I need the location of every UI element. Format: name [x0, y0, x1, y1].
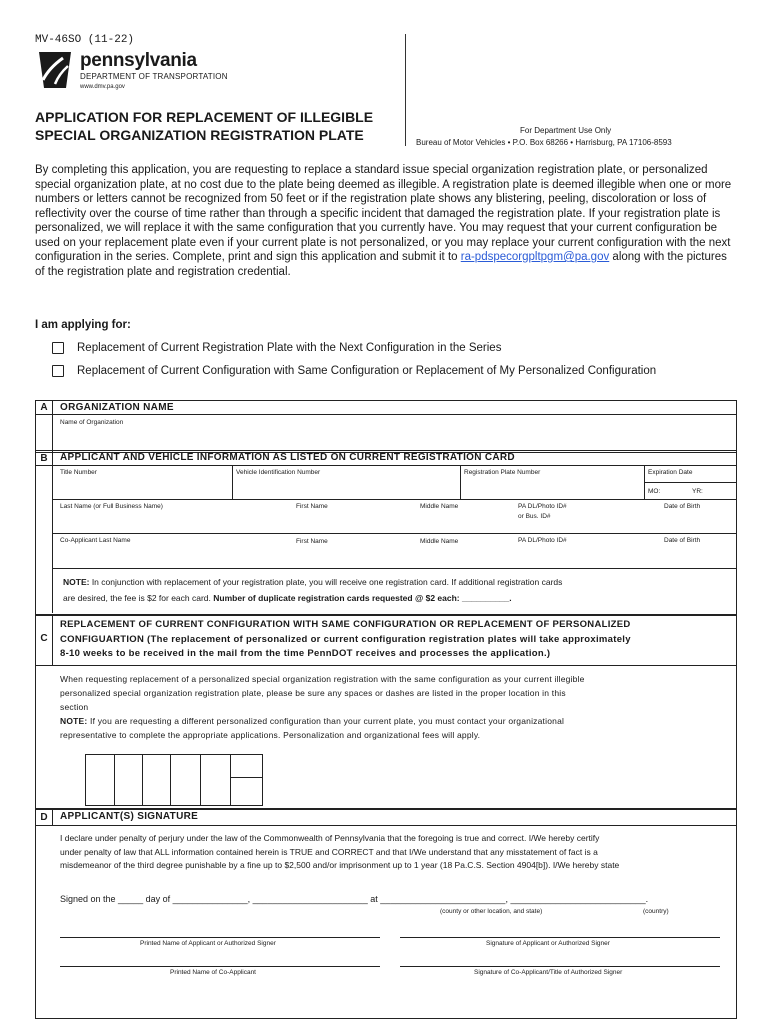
email-link[interactable]: ra-pdspecorgpltpgm@pa.gov — [460, 251, 610, 263]
website-url: www.dmv.pa.gov — [80, 84, 125, 90]
section-c-note-line2: representative to complete the appropriate applications. Personalization and organizational fees will apply. — [60, 730, 481, 740]
section-c-note-label: NOTE: — [60, 716, 88, 726]
declaration-line1: I declare under penalty of perjury under the law of the Commonwealth of Pennsylvania that the foregoing is true and correct. I/We hereby certify — [60, 833, 600, 843]
plate-number-label: Registration Plate Number — [464, 469, 541, 476]
co-applicant-last-name-input[interactable] — [56, 548, 286, 566]
intro-text: By completing this application, you are requesting to replace a standard issue special organization registration plate, or personalized special organization plate, at no cost due to the plate being deemed as illegible. A registration plate is deemed illegible when one or more numbers or letters cannot be recognized from 50 feet or if the registration plate shows any blistering, peeling, discoloration or loss of reflectivity over the course of time rather than through a specific incident that damaged the registration plate. If your registration plate is personalized, we will replace it with the same configuration that you currently have. You may request that your current configuration be used on your replacement plate even if your current plate is not personalized, or you may replace your current configuration with the next configuration in the series. Complete, print and sign this application and submit it to — [35, 164, 732, 263]
section-b-letter: B — [40, 453, 48, 464]
section-c-letter-divider — [52, 615, 53, 666]
department-use-label: For Department Use Only — [520, 126, 612, 135]
option-same-configuration[interactable] — [52, 365, 656, 377]
section-c-body-line2: personalized special organization registration plate, please be sure any spaces or dashes are listed in the proper location in this — [60, 688, 566, 698]
brand-name: pennsylvania — [80, 50, 197, 71]
row1-divider-2 — [460, 465, 461, 499]
config-cell-4[interactable] — [170, 755, 200, 805]
printed-applicant-label: Printed Name of Applicant or Authorized Signer — [140, 940, 276, 947]
duplicate-cards-field[interactable]: Number of duplicate registration cards requested @ $2 each: __________. — [213, 593, 512, 603]
year-label: YR: — [692, 488, 703, 495]
vin-label: Vehicle Identification Number — [236, 469, 321, 476]
form-number: MV-46SO (11-22) — [35, 34, 135, 46]
section-c-title-line2: CONFIGUARTION (The replacement of personalized or current configuration registration plates will take approximately — [60, 633, 631, 645]
section-b-note-line2 — [63, 593, 512, 603]
section-b-title: APPLICANT AND VEHICLE INFORMATION AS LISTED ON CURRENT REGISTRATION CARD — [60, 452, 515, 463]
section-c-body-line3: section — [60, 702, 89, 712]
co-pa-dl-label: PA DL/Photo ID# — [518, 537, 567, 544]
option-next-configuration-label: Replacement of Current Registration Plate with the Next Configuration in the Series — [77, 342, 502, 354]
co-first-name-label: First Name — [296, 538, 328, 545]
county-label: (county or other location, and state) — [440, 908, 543, 915]
page-title — [35, 108, 405, 144]
config-cell-3[interactable] — [142, 755, 170, 805]
co-middle-name-label: Middle Name — [420, 538, 459, 545]
section-d-title: APPLICANT(S) SIGNATURE — [60, 811, 199, 822]
section-d-letter-divider — [52, 809, 53, 825]
expiration-label: Expiration Date — [648, 469, 693, 476]
note-text-2: are desired, the fee is $2 for each card. — [63, 593, 214, 603]
signed-on-line[interactable]: Signed on the _____ day of _______________, _______________________ at _________________________, ___________________________. — [60, 894, 649, 904]
section-c-body-line1: When requesting replacement of a personalized special organization registration with the same configuration as your current illegible — [60, 674, 585, 684]
section-a-title: ORGANIZATION NAME — [60, 402, 174, 413]
section-b-note-line1 — [63, 577, 562, 587]
section-a-letter: A — [40, 402, 48, 413]
checkbox-same-configuration[interactable] — [52, 365, 64, 377]
signature-applicant-line[interactable] — [400, 937, 720, 938]
last-name-input[interactable] — [56, 515, 286, 531]
section-c-note-text1: If you are requesting a different personalized configuration than your current plate, you must contact your organizational — [87, 716, 565, 726]
organization-name-input[interactable] — [56, 428, 732, 448]
month-label: MO: — [648, 488, 661, 495]
title-number-label: Title Number — [60, 469, 97, 476]
section-d-letter: D — [40, 812, 48, 823]
intro-text-end: along with the pictures of the registration plate and registration credential. — [35, 251, 727, 278]
config-cell-7[interactable] — [230, 777, 262, 805]
title-line-1: APPLICATION FOR REPLACEMENT OF ILLEGIBLE — [35, 109, 374, 125]
section-a-letter-divider — [52, 400, 53, 451]
row1-divider-1 — [232, 465, 233, 499]
department-name: DEPARTMENT OF TRANSPORTATION — [80, 72, 228, 81]
keystone-logo-icon — [35, 50, 75, 90]
signature-co-applicant-label: Signature of Co-Applicant/Title of Authorized Signer — [474, 969, 623, 976]
vin-input[interactable] — [236, 478, 456, 496]
dob-label: Date of Birth — [664, 503, 701, 510]
intro-paragraph — [35, 163, 735, 279]
option-same-configuration-label: Replacement of Current Configuration with Same Configuration or Replacement of My Personalized Configuration — [77, 365, 657, 377]
row1-bottom-line — [52, 499, 736, 500]
section-c-note-line1 — [60, 714, 585, 728]
title-number-input[interactable] — [56, 478, 228, 496]
pa-dl-label: PA DL/Photo ID# — [518, 503, 567, 510]
bus-id-label: or Bus. ID# — [518, 513, 551, 520]
section-b-header-line — [35, 465, 736, 466]
plate-number-input[interactable] — [464, 478, 640, 496]
signature-applicant-label: Signature of Applicant or Authorized Signer — [486, 940, 610, 947]
config-cell-5[interactable] — [200, 755, 230, 805]
section-c-letter: C — [40, 633, 48, 644]
note-text: In conjunction with replacement of your registration plate, you will receive one registration card. If additional registration cards — [89, 577, 563, 587]
expiration-divider — [644, 482, 736, 483]
country-label: (country) — [643, 908, 669, 915]
config-cell-6[interactable] — [230, 755, 262, 777]
row3-bottom-line — [52, 568, 736, 569]
row2-bottom-line — [52, 533, 736, 534]
configuration-grid — [85, 754, 263, 806]
checkbox-next-configuration[interactable] — [52, 342, 64, 354]
first-name-label: First Name — [296, 503, 328, 510]
section-c-body — [60, 672, 585, 742]
section-b-letter-divider — [52, 450, 53, 613]
config-cell-2[interactable] — [114, 755, 142, 805]
declaration — [60, 832, 619, 873]
section-c-title-line1: REPLACEMENT OF CURRENT CONFIGURATION WITH SAME CONFIGURATION OR REPLACEMENT OF PERSONALIZED — [60, 619, 631, 630]
printed-co-applicant-label: Printed Name of Co-Applicant — [170, 969, 256, 976]
declaration-line2: under penalty of law that ALL information contained herein is TRUE and CORRECT and that I/We understand that any misstatement of fact is a — [60, 846, 598, 857]
organization-name-label: Name of Organization — [60, 419, 124, 426]
printed-applicant-line[interactable] — [60, 937, 380, 938]
co-dob-label: Date of Birth — [664, 537, 701, 544]
section-a-header-line — [35, 414, 736, 415]
last-name-label: Last Name (or Full Business Name) — [60, 503, 163, 510]
middle-name-label: Middle Name — [420, 503, 459, 510]
declaration-line3: misdemeanor of the third degree punishable by a fine up to $2,500 and/or imprisonment up to 1 year (18 Pa.C.S. Section 4904[b]). I/We hereby state — [60, 860, 620, 870]
signature-co-applicant-line[interactable] — [400, 966, 720, 967]
section-c-title — [60, 618, 631, 662]
note-label: NOTE: — [63, 577, 90, 587]
bureau-address: Bureau of Motor Vehicles • P.O. Box 68266 • Harrisburg, PA 17106-8593 — [416, 138, 672, 147]
config-cell-1[interactable] — [86, 755, 114, 805]
header-divider — [405, 34, 406, 146]
section-d-header-line — [35, 825, 736, 826]
co-applicant-last-name-label: Co-Applicant Last Name — [60, 537, 131, 544]
printed-co-applicant-line[interactable] — [60, 966, 380, 967]
section-c-title-line3: 8-10 weeks to be received in the mail from the time PennDOT receives and processes the application.) — [60, 648, 551, 659]
applying-label: I am applying for: — [35, 319, 131, 331]
title-line-2: SPECIAL ORGANIZATION REGISTRATION PLATE — [35, 127, 364, 143]
section-c-header-line — [35, 665, 736, 666]
option-next-configuration[interactable] — [52, 342, 501, 354]
